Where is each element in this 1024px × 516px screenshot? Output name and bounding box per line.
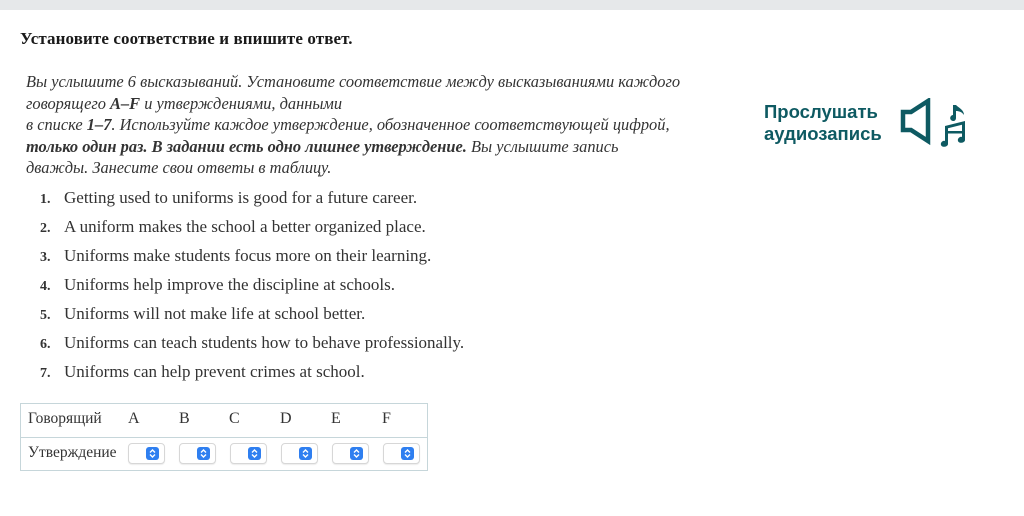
speaker-letter-d: D [280,410,292,427]
play-audio-button[interactable] [764,98,994,156]
statement-number: 3. [40,250,51,265]
instructions-bold: A–F [110,93,141,113]
instructions-line-1: Вы услышите 6 высказываний. Установите соответствие между высказываниями каждого [26,72,681,91]
answer-select-e[interactable] [332,443,369,464]
play-audio-label-line-1: Прослушать [764,101,878,122]
statement-item [40,246,464,275]
top-bar [0,0,1024,10]
play-audio-label-line-2: аудиозапись [764,123,882,144]
speaker-letter-f: F [382,410,391,427]
speaker-letter-c: C [229,410,240,427]
statement-number: 4. [40,279,51,294]
select-stepper-icon [197,447,210,460]
speaker-row-label: Говорящий [28,410,102,427]
speaker-letter-e: E [331,410,341,427]
speaker-row [21,404,427,438]
statement-item [40,333,464,362]
instructions-line-4 [26,136,748,158]
instructions-bold: только один раз. В задании есть одно лишнее утверждение. [26,136,467,156]
select-stepper-icon [299,447,312,460]
statements-list [40,188,464,391]
statement-number: 1. [40,192,51,207]
select-stepper-icon [350,447,363,460]
statement-number: 2. [40,221,51,236]
task-instructions [26,71,748,179]
statement-item [40,304,464,333]
answer-select-c[interactable] [230,443,267,464]
statement-row-label: Утверждение [28,444,117,461]
statement-text: Uniforms will not make life at school better. [64,304,366,323]
instructions-text: и утверждениями, данными [140,93,343,113]
speaker-letter-b: B [179,410,190,427]
answer-select-d[interactable] [281,443,318,464]
answer-select-f[interactable] [383,443,420,464]
answer-table [20,403,428,471]
instructions-text: . Используйте каждое утверждение, обозначенное соответствующей цифрой, [111,115,670,134]
instructions-text: Вы услышите запись [466,136,619,156]
statement-item [40,188,464,217]
select-stepper-icon [248,447,261,460]
statement-number: 5. [40,308,51,323]
statement-number: 6. [40,337,51,352]
speaker-letter-a: A [128,410,140,427]
speaker-music-icon[interactable] [898,98,990,154]
answer-select-b[interactable] [179,443,216,464]
instructions-line-5: дважды. Занесите свои ответы в таблицу. [26,158,332,177]
statement-item [40,275,464,304]
instructions-line-3 [26,114,748,136]
select-stepper-icon [146,447,159,460]
statement-number: 7. [40,366,51,381]
select-stepper-icon [401,447,414,460]
statement-item [40,217,464,246]
instructions-line-2 [26,93,748,115]
statement-row [21,438,427,471]
statement-text: Uniforms can teach students how to behave professionally. [64,333,465,352]
instructions-bold: 1–7 [86,115,112,134]
instructions-text: говорящего [26,93,111,113]
statement-item [40,362,464,391]
statement-text: A uniform makes the school a better organized place. [64,217,426,236]
statement-text: Uniforms help improve the discipline at schools. [64,275,395,294]
instructions-text: в списке [26,115,87,134]
statement-text: Uniforms make students focus more on their learning. [64,246,432,265]
answer-select-a[interactable] [128,443,165,464]
task-title: Установите соответствие и впишите ответ. [20,29,353,48]
play-audio-label [764,101,894,145]
statement-text: Getting used to uniforms is good for a future career. [64,188,418,207]
statement-text: Uniforms can help prevent crimes at school. [64,362,365,381]
